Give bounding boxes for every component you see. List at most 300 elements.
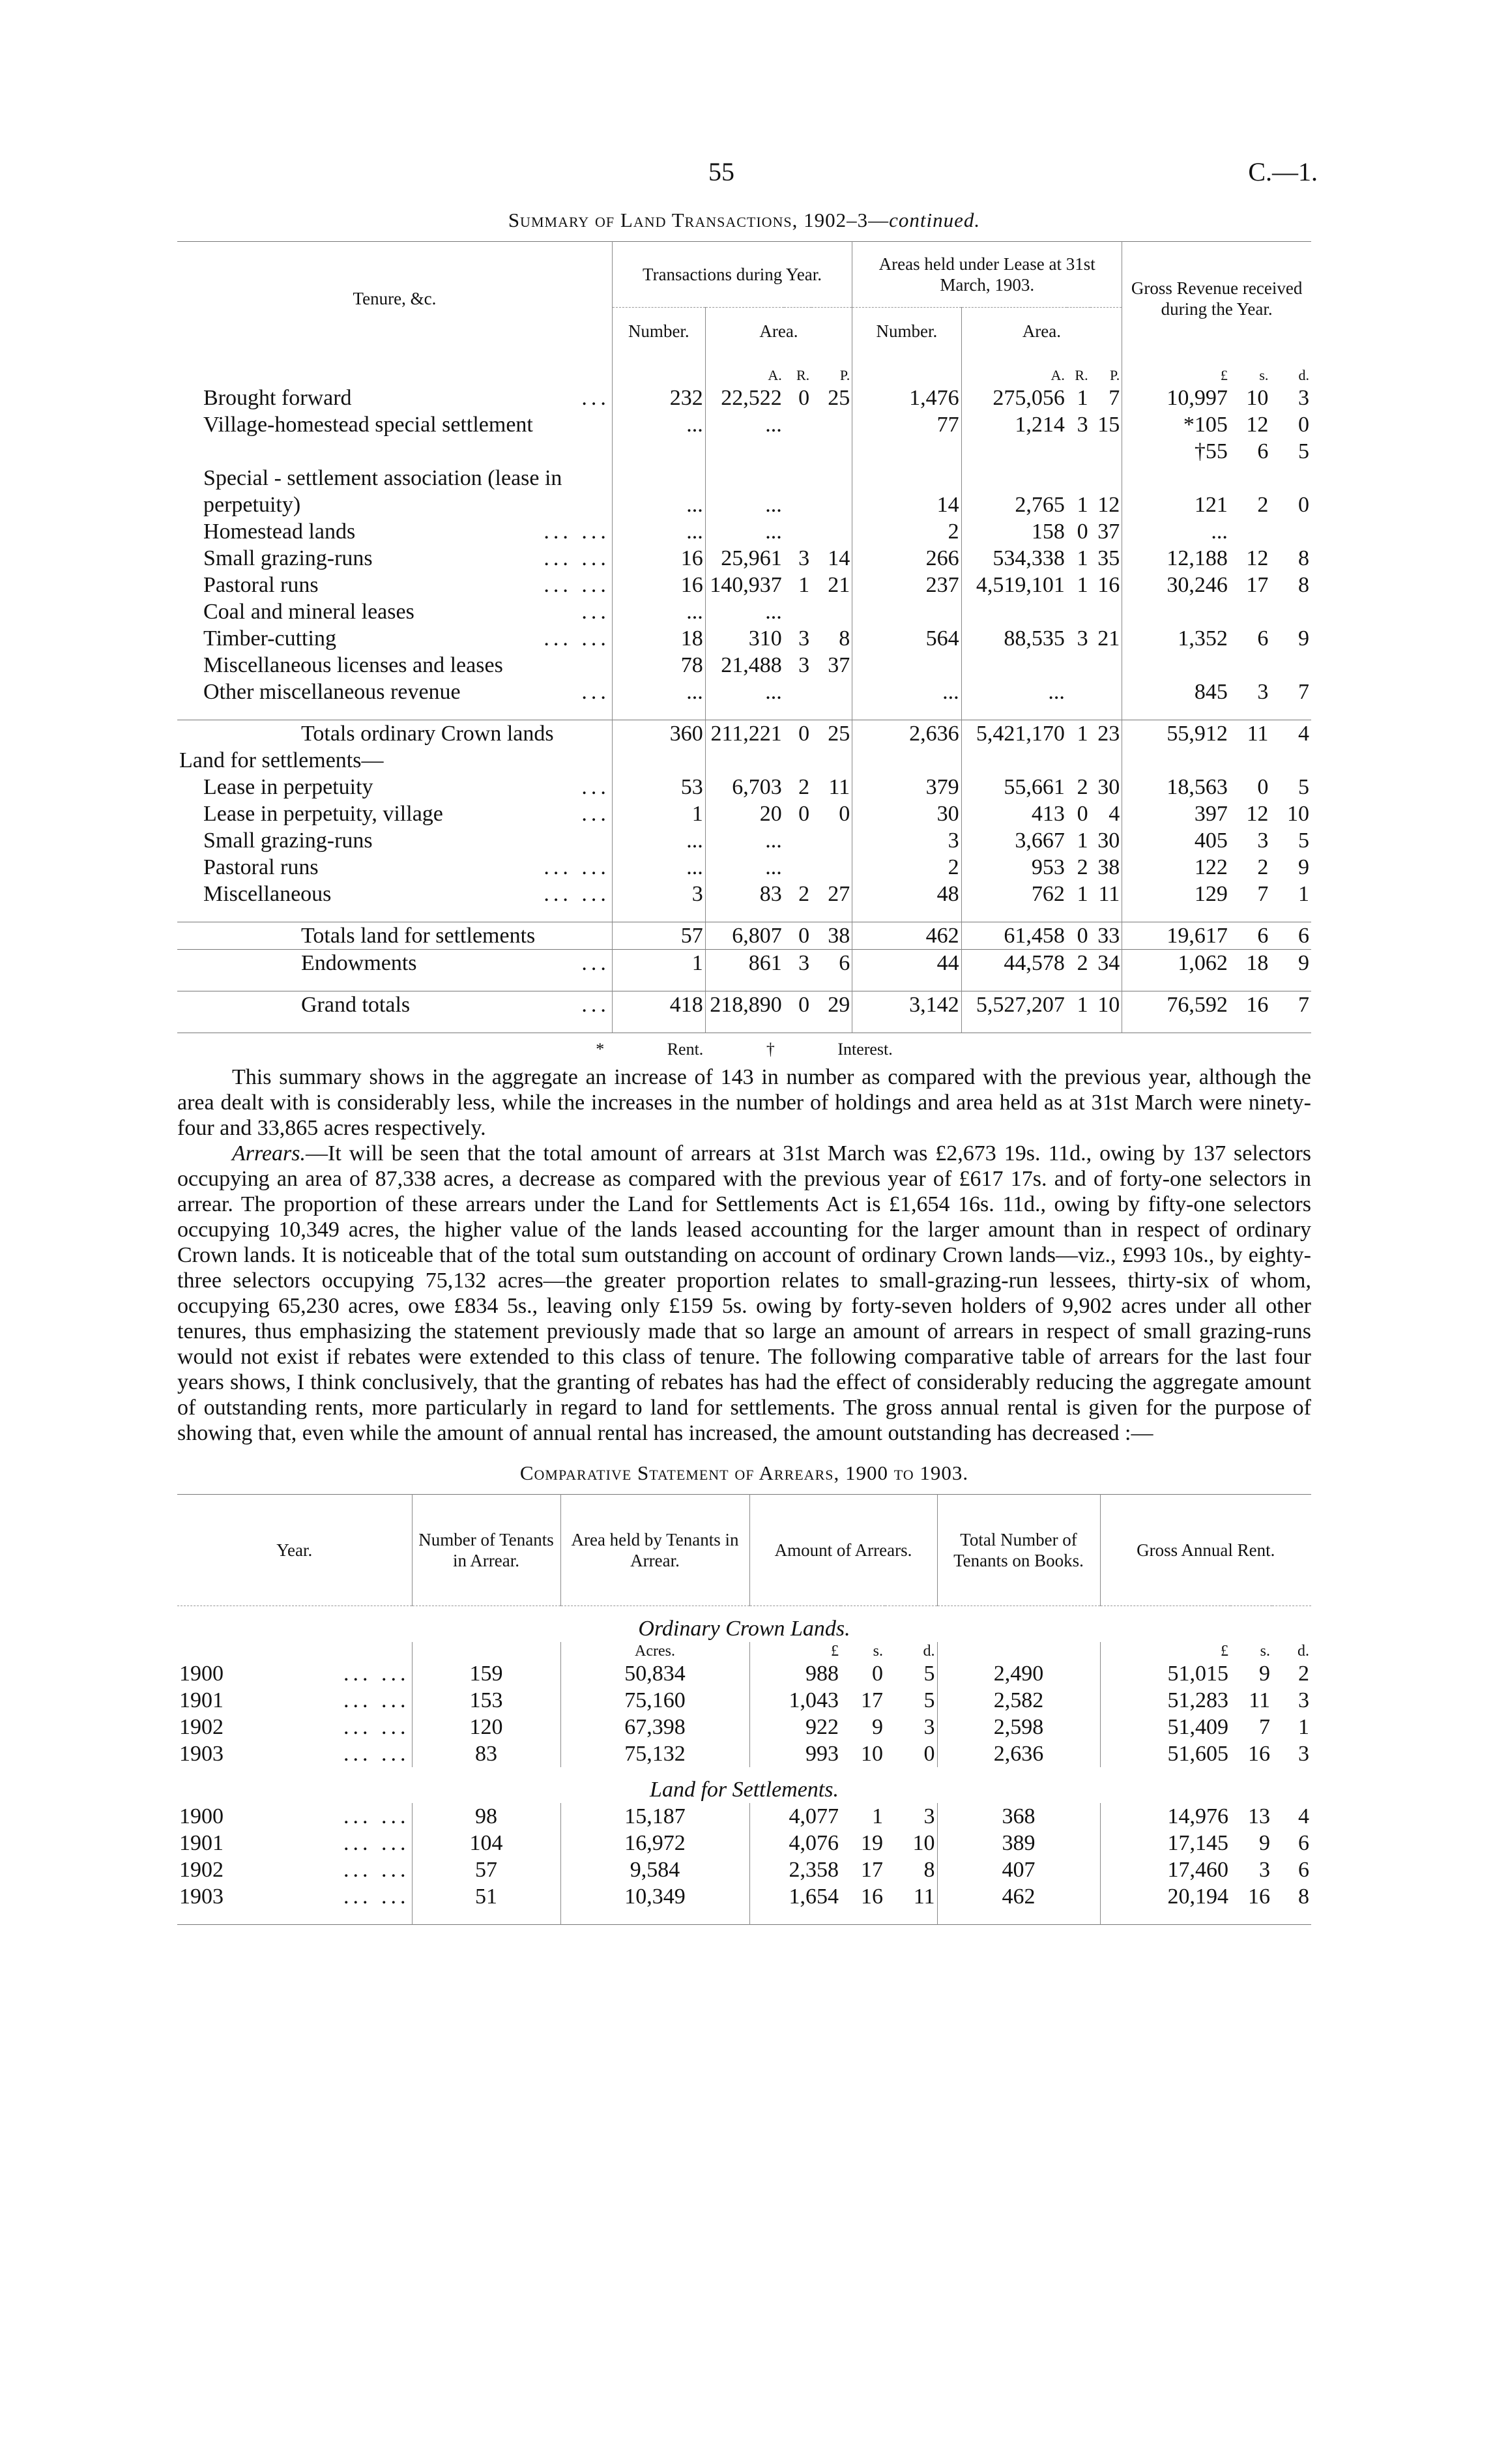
- footnote-rent: * Rent.: [596, 1040, 704, 1059]
- cell-gl: †55: [1122, 438, 1230, 465]
- cell-r2: 1: [1077, 386, 1088, 410]
- cell-p1: 0: [839, 802, 850, 826]
- row-label: Village-homestead special settlement: [203, 413, 533, 437]
- cell-gd: 3: [1298, 386, 1309, 410]
- cell-al: 993: [749, 1740, 841, 1767]
- cell-p1: [811, 438, 852, 465]
- cell-gl: 405: [1122, 827, 1230, 854]
- cell-a1: ...: [705, 411, 784, 438]
- cell-tenants: 98: [412, 1803, 560, 1830]
- cell-a1: 211,221: [705, 720, 784, 748]
- cell-p2: 4: [1109, 802, 1120, 826]
- cell-gs: 6: [1257, 626, 1269, 651]
- cell-rd: 6: [1298, 1831, 1310, 1855]
- table-row: [177, 827, 1311, 854]
- cell-gl: 18,563: [1122, 774, 1230, 800]
- table-row: [177, 881, 1311, 907]
- cell-gs: 3: [1257, 680, 1269, 704]
- cell-as: 16: [861, 1885, 883, 1909]
- cell-rl: 51,605: [1100, 1740, 1230, 1767]
- cell-year: 1903 ... ...: [179, 1885, 410, 1909]
- cell-rs: 9: [1259, 1662, 1271, 1686]
- cell-total: 2,598: [937, 1714, 1100, 1740]
- cell-p1: [811, 518, 852, 545]
- cell-gs: 6: [1230, 922, 1270, 950]
- cell-gs: 16: [1230, 991, 1270, 1019]
- cell-gd: 8: [1298, 573, 1309, 597]
- cell-a2: 158: [961, 518, 1067, 545]
- cell-a1: ...: [705, 827, 784, 854]
- cell-n2: [852, 438, 961, 465]
- row-label: Totals ordinary Crown lands: [177, 720, 612, 748]
- cell-al: 1,043: [749, 1687, 841, 1714]
- cell-p2: 7: [1109, 386, 1120, 410]
- cell-gs: 6: [1257, 439, 1269, 463]
- cell-r2: 1: [1077, 546, 1088, 570]
- cell-a1: 861: [705, 950, 784, 977]
- cell-area: 50,834: [560, 1660, 749, 1687]
- cell-r1: 3: [798, 546, 810, 570]
- cell-year: 1900 ... ...: [179, 1662, 410, 1686]
- cell-n1: 1: [612, 800, 705, 827]
- totals-ordinary-row: [177, 720, 1311, 748]
- cell-gd: 10: [1287, 802, 1309, 826]
- cell-gl: *105: [1122, 411, 1230, 438]
- cell-a1: 21,488: [705, 652, 784, 679]
- cell-gs: 2: [1257, 493, 1269, 517]
- cell-p2: 11: [1098, 882, 1120, 906]
- table-row: [177, 1660, 1311, 1687]
- cell-gl: 1,062: [1122, 950, 1230, 977]
- cell-p2: 16: [1097, 573, 1120, 597]
- cell-n1: ...: [612, 465, 705, 518]
- cell-total: 462: [937, 1883, 1100, 1910]
- cell-n1: ...: [612, 854, 705, 881]
- footnotes: [177, 1040, 1311, 1059]
- cell-n2: 2,636: [852, 720, 961, 748]
- cell-tenants: 104: [412, 1830, 560, 1856]
- cell-r2: [1067, 598, 1090, 625]
- table-row: [177, 518, 1311, 545]
- cell-gd: 0: [1298, 493, 1309, 517]
- row-label: Brought forward ...: [203, 386, 610, 410]
- cell-p2: 30: [1097, 829, 1120, 853]
- cell-rl: 51,015: [1100, 1660, 1230, 1687]
- col-tenants-arrear: Number of Tenants in Arrear.: [412, 1495, 560, 1606]
- cell-ad: 0: [923, 1742, 935, 1766]
- section-settlements: [177, 1767, 1311, 1803]
- cell-gl: 12,188: [1122, 545, 1230, 572]
- cell-r2: [1067, 652, 1090, 679]
- row-label: Lease in perpetuity, village ...: [203, 802, 610, 826]
- table-row: [177, 572, 1311, 598]
- cell-a1: ...: [705, 518, 784, 545]
- comparative-arrears-table: [177, 1494, 1311, 1925]
- cell-gs: 12: [1246, 802, 1269, 826]
- cell-r2: 0: [1077, 802, 1088, 826]
- section-title: Land for Settlements.: [650, 1778, 839, 1802]
- cell-gs: 11: [1230, 720, 1270, 748]
- cell-gd: 0: [1298, 413, 1309, 437]
- cell-area: 67,398: [560, 1714, 749, 1740]
- cell-rd: 6: [1298, 1858, 1310, 1882]
- cell-gd: [1270, 598, 1311, 625]
- cell-p1: 11: [828, 775, 850, 799]
- cell-rd: 1: [1298, 1715, 1310, 1739]
- cell-r2: 3: [1077, 413, 1088, 437]
- cell-a1: 6,703: [705, 774, 784, 800]
- cell-total: 368: [937, 1803, 1100, 1830]
- page-number: 55: [708, 157, 734, 186]
- cell-a2: [961, 598, 1067, 625]
- cell-al: 2,358: [749, 1856, 841, 1883]
- cell-n1: 53: [612, 774, 705, 800]
- cell-al: 1,654: [749, 1883, 841, 1910]
- cell-a1: 140,937: [705, 572, 784, 598]
- row-label: Totals land for settlements: [177, 922, 612, 950]
- cell-a2: 1,214: [961, 411, 1067, 438]
- cell-area: 75,132: [560, 1740, 749, 1767]
- table-row: [177, 854, 1311, 881]
- cell-p2: [1090, 438, 1122, 465]
- cell-r2: [1067, 679, 1090, 705]
- footnote-interest: † Interest.: [766, 1040, 893, 1059]
- cell-a2: 413: [961, 800, 1067, 827]
- cell-a1: 83: [705, 881, 784, 907]
- table-row: [177, 1830, 1311, 1856]
- cell-r1: [784, 411, 811, 438]
- cell-area: 10,349: [560, 1883, 749, 1910]
- table-row: [177, 465, 1311, 518]
- cell-ad: 5: [923, 1688, 935, 1712]
- cell-r1: 3: [798, 626, 810, 651]
- cell-gd: [1270, 652, 1311, 679]
- table-row: [177, 625, 1311, 652]
- cell-r2: 0: [1067, 922, 1090, 950]
- cell-gl: 10,997: [1122, 385, 1230, 411]
- cell-p1: 25: [828, 386, 850, 410]
- cell-p1: 8: [839, 626, 850, 651]
- cell-gs: [1230, 518, 1270, 545]
- cell-rd: 4: [1298, 1804, 1310, 1828]
- cell-gs: 18: [1230, 950, 1270, 977]
- cell-n2: 237: [852, 572, 961, 598]
- cell-area: 9,584: [560, 1856, 749, 1883]
- cell-p1: 21: [828, 573, 850, 597]
- cell-n1: 418: [612, 991, 705, 1019]
- cell-a1: 6,807: [705, 922, 784, 950]
- cell-n1: 1: [612, 950, 705, 977]
- cell-a1: [705, 438, 784, 465]
- cell-p1: [811, 827, 852, 854]
- cell-n2: 44: [852, 950, 961, 977]
- summary-title: Summary of Land Transactions, 1902–3—continued.: [508, 209, 981, 231]
- cell-rs: 13: [1248, 1804, 1271, 1828]
- report-code: C.—1.: [1248, 157, 1318, 186]
- cell-a1: 25,961: [705, 545, 784, 572]
- table-row: [177, 1687, 1311, 1714]
- cell-as: 1: [872, 1804, 883, 1828]
- col-areas-held: Areas held under Lease at 31st March, 1903.: [852, 242, 1122, 308]
- cell-gd: 5: [1298, 775, 1309, 799]
- cell-a1: 22,522: [705, 385, 784, 411]
- cell-r1: 2: [798, 882, 810, 906]
- cell-gd: [1270, 518, 1311, 545]
- cell-r1: [784, 827, 811, 854]
- spacer-row: [177, 907, 1311, 922]
- cell-r2: 1: [1067, 991, 1090, 1019]
- cell-p1: 38: [811, 922, 852, 950]
- cell-gs: [1230, 598, 1270, 625]
- cell-area: 15,187: [560, 1803, 749, 1830]
- cell-n2: 266: [852, 545, 961, 572]
- cell-ad: 3: [923, 1804, 935, 1828]
- section-ordinary: [177, 1606, 1311, 1643]
- cell-a2: 61,458: [961, 922, 1067, 950]
- cell-p1: 14: [828, 546, 850, 570]
- cell-ad: 10: [912, 1831, 935, 1855]
- cell-gd: 9: [1298, 626, 1309, 651]
- cell-gl: 76,592: [1122, 991, 1230, 1019]
- cell-gs: 17: [1246, 573, 1269, 597]
- cell-rl: 51,283: [1100, 1687, 1230, 1714]
- cell-rs: 16: [1248, 1885, 1271, 1909]
- cell-rl: 51,409: [1100, 1714, 1230, 1740]
- row-label: Lease in perpetuity ...: [203, 775, 610, 799]
- cell-p2: 30: [1097, 775, 1120, 799]
- spacer-row: [177, 1910, 1311, 1925]
- settlements-heading: Land for settlements—: [179, 748, 384, 772]
- cell-gl: 1,352: [1122, 625, 1230, 652]
- cell-rl: 14,976: [1100, 1803, 1230, 1830]
- cell-total: 2,490: [937, 1660, 1100, 1687]
- row-label: Special - settlement association (lease in perpetuity): [203, 466, 562, 517]
- cell-gs: [1230, 652, 1270, 679]
- cell-r1: 3: [784, 950, 811, 977]
- cell-p2: [1090, 652, 1122, 679]
- cell-p1: 27: [828, 882, 850, 906]
- cell-n1: ...: [612, 679, 705, 705]
- cell-n2: ...: [852, 679, 961, 705]
- cell-ad: 8: [923, 1858, 935, 1882]
- cell-gl: [1122, 598, 1230, 625]
- cell-r2: 1: [1077, 573, 1088, 597]
- cell-r2: 2: [1077, 855, 1088, 879]
- cell-p2: 37: [1097, 520, 1120, 544]
- col-area-2: Area.: [961, 308, 1122, 355]
- cell-n2: 14: [852, 465, 961, 518]
- cell-p1: [811, 598, 852, 625]
- cell-tenants: 57: [412, 1856, 560, 1883]
- table-row: [177, 1714, 1311, 1740]
- cell-r1: 0: [784, 991, 811, 1019]
- cell-a2: 44,578: [961, 950, 1067, 977]
- cell-gl: [1122, 652, 1230, 679]
- cell-gd: 9: [1270, 950, 1311, 977]
- cell-gl: 19,617: [1122, 922, 1230, 950]
- cell-r1: [784, 854, 811, 881]
- col-year: Year.: [177, 1495, 412, 1606]
- cell-rs: 16: [1248, 1742, 1271, 1766]
- cell-a2: 5,527,207: [961, 991, 1067, 1019]
- cell-as: 17: [861, 1858, 883, 1882]
- cell-year: 1902 ... ...: [179, 1858, 410, 1882]
- cell-n1: ...: [612, 518, 705, 545]
- cell-n2: 48: [852, 881, 961, 907]
- section-title: Ordinary Crown Lands.: [638, 1617, 850, 1641]
- row-label: Miscellaneous licenses and leases: [203, 653, 503, 677]
- row-label: Grand totals ...: [177, 991, 612, 1019]
- cell-n1: 16: [612, 572, 705, 598]
- cell-gl: 121: [1122, 465, 1230, 518]
- cell-rs: 9: [1259, 1831, 1271, 1855]
- cell-n2: 564: [852, 625, 961, 652]
- cell-p1: 37: [828, 653, 850, 677]
- cell-a2: 762: [961, 881, 1067, 907]
- page-header: [177, 156, 1318, 202]
- cell-a1: ...: [705, 598, 784, 625]
- spacer-row: [177, 976, 1311, 991]
- paragraph-arrears: Arrears.—It will be seen that the total amount of arrears at 31st March was £2,673 19s. 11d., owing by 137 selectors occupying an area of 87,338 acres, a decrease as compared with the previous year of £617 17s. and of forty-one selectors in arrear. The proportion of these arrears under the Land for Settlements Act is £1,654 16s. 11d., owing by fifty-one selectors occupying 10,349 acres, the higher value of the lands leased accounting for the larger amount than in respect of ordinary Crown lands. It is noticeable that of the total sum outstanding on account of ordinary Crown lands—viz., £993 10s., by eighty-three selectors occupying 75,132 acres—the greater proportion relates to small-grazing-run lessees, thirty-six of whom, occupying 65,230 acres, owe £834 5s., leaving only £159 5s. owing by forty-seven holders of 9,902 acres under all other tenures, thus emphasizing the statement previously made that so large an amount of arrears in respect of small grazing-runs would not exist if rebates were extended to this class of tenure. The following comparative table of arrears for the last four years shows, I think conclusively, that the granting of rebates has had the effect of considerably reducing the aggregate amount of outstanding rents, more particularly in regard to land for settlements. The gross annual rental is given for the purpose of showing that, even while the amount of annual rental has increased, the amount outstanding has decreased :—: [177, 1141, 1311, 1445]
- cell-gd: 5: [1298, 829, 1309, 853]
- cell-rs: 3: [1259, 1858, 1271, 1882]
- cell-total: 389: [937, 1830, 1100, 1856]
- cell-n1: 57: [612, 922, 705, 950]
- cell-r1: 0: [784, 922, 811, 950]
- cell-p2: 35: [1097, 546, 1120, 570]
- col-gross-revenue: Gross Revenue received during the Year.: [1122, 242, 1311, 355]
- cell-n1: ...: [612, 411, 705, 438]
- cell-p2: 23: [1090, 720, 1122, 748]
- col-area-1: Area.: [705, 308, 852, 355]
- cell-p2: 38: [1097, 855, 1120, 879]
- cell-p1: 6: [811, 950, 852, 977]
- cell-as: 17: [861, 1688, 883, 1712]
- cell-r1: 3: [798, 653, 810, 677]
- table-row: [177, 385, 1311, 411]
- cell-r2: 2: [1067, 950, 1090, 977]
- cell-p1: [811, 679, 852, 705]
- cell-p2: 21: [1097, 626, 1120, 651]
- cell-n1: 78: [612, 652, 705, 679]
- cell-n1: 3: [612, 881, 705, 907]
- cell-gs: 10: [1246, 386, 1269, 410]
- cell-r2: 3: [1077, 626, 1088, 651]
- cell-p2: 12: [1097, 493, 1120, 517]
- cell-n2: 462: [852, 922, 961, 950]
- cell-gl: 845: [1122, 679, 1230, 705]
- cell-a1: ...: [705, 679, 784, 705]
- table-row: [177, 545, 1311, 572]
- cell-a1: 310: [705, 625, 784, 652]
- table-row: [177, 652, 1311, 679]
- cell-gl: 30,246: [1122, 572, 1230, 598]
- cell-year: 1903 ... ...: [179, 1742, 410, 1766]
- cell-gs: 12: [1246, 413, 1269, 437]
- row-label: Other miscellaneous revenue ...: [203, 680, 610, 704]
- cell-p1: [811, 465, 852, 518]
- table-row: [177, 1803, 1311, 1830]
- cell-p1: [811, 411, 852, 438]
- col-number-1: Number.: [612, 308, 705, 355]
- cell-gd: 9: [1298, 855, 1309, 879]
- table-row: [177, 598, 1311, 625]
- cell-ad: 5: [923, 1662, 935, 1686]
- cell-r1: [784, 679, 811, 705]
- cell-ad: 3: [923, 1715, 935, 1739]
- cell-n2: 3,142: [852, 991, 961, 1019]
- cell-r1: [784, 598, 811, 625]
- cell-a2: [961, 438, 1067, 465]
- cell-a1: ...: [705, 854, 784, 881]
- cell-r2: 1: [1077, 882, 1088, 906]
- cell-gs: 3: [1257, 829, 1269, 853]
- cell-n1: [612, 438, 705, 465]
- col-amount-arrears: Amount of Arrears.: [749, 1495, 937, 1606]
- cell-a2: ...: [961, 679, 1067, 705]
- row-label: [177, 438, 612, 465]
- cell-ad: 11: [913, 1885, 935, 1909]
- cell-a2: 953: [961, 854, 1067, 881]
- cell-r1: 0: [798, 802, 810, 826]
- cell-p1: 25: [811, 720, 852, 748]
- table-row: [177, 679, 1311, 705]
- arrears-lead: Arrears.: [232, 1141, 306, 1166]
- cell-gs: 7: [1257, 882, 1269, 906]
- cell-r2: 1: [1067, 720, 1090, 748]
- cell-p2: [1090, 598, 1122, 625]
- row-label: Pastoral runs ... ...: [203, 855, 610, 879]
- cell-p2: [1090, 679, 1122, 705]
- cell-gs: 2: [1257, 855, 1269, 879]
- cell-n2: 1,476: [852, 385, 961, 411]
- cell-n1: 232: [612, 385, 705, 411]
- cell-a2: 88,535: [961, 625, 1067, 652]
- cell-r1: 0: [798, 386, 810, 410]
- cell-n1: 18: [612, 625, 705, 652]
- cell-as: 9: [872, 1715, 883, 1739]
- cell-gd: 7: [1298, 680, 1309, 704]
- cell-rl: 17,460: [1100, 1856, 1230, 1883]
- row-label: Small grazing-runs: [203, 829, 373, 853]
- cell-year: 1901 ... ...: [179, 1688, 410, 1712]
- units-row: Acres. £ s. d. £ s. d.: [177, 1642, 1311, 1660]
- cell-rd: 3: [1298, 1742, 1310, 1766]
- row-label: Endowments ...: [177, 950, 612, 977]
- cell-r1: 0: [784, 720, 811, 748]
- cell-r1: 2: [798, 775, 810, 799]
- spacer-row: [177, 705, 1311, 720]
- cell-tenants: 83: [412, 1740, 560, 1767]
- cell-total: 407: [937, 1856, 1100, 1883]
- units-row: A. R. P. A. R. P. £ s. d.: [177, 355, 1311, 385]
- cell-gs: 12: [1246, 546, 1269, 570]
- row-label: Timber-cutting ... ...: [203, 626, 610, 651]
- row-label: Coal and mineral leases ...: [203, 600, 610, 624]
- cell-gd: 7: [1270, 991, 1311, 1019]
- cell-gl: 122: [1122, 854, 1230, 881]
- cell-gd: 4: [1270, 720, 1311, 748]
- cell-r2: 1: [1077, 829, 1088, 853]
- cell-n1: 360: [612, 720, 705, 748]
- cell-year: 1901 ... ...: [179, 1831, 410, 1855]
- table-row: [177, 1740, 1311, 1767]
- col-area-arrear: Area held by Tenants in Arrear.: [560, 1495, 749, 1606]
- cell-year: 1902 ... ...: [179, 1715, 410, 1739]
- col-total-tenants: Total Number of Tenants on Books.: [937, 1495, 1100, 1606]
- cell-a2: 5,421,170: [961, 720, 1067, 748]
- cell-a1: 20: [705, 800, 784, 827]
